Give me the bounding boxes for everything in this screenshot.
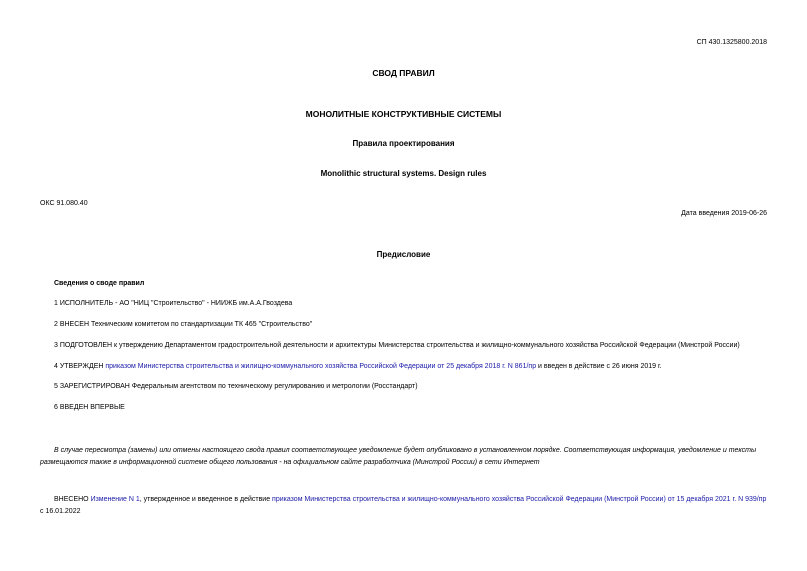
approval-order-link[interactable]: приказом Министерства строительства и жилищно-коммунального хозяйства Российской Федерации от 25 декабря 2018 г. N 861/пр xyxy=(105,363,537,370)
preface-item-4 xyxy=(54,363,662,370)
doc-subtitle-en: Monolithic structural systems. Design rules xyxy=(320,169,487,178)
doc-type-title: СВОД ПРАВИЛ xyxy=(372,68,435,78)
amendment-order-link[interactable]: приказом Министерства строительства и жилищно-коммунального хозяйства Российской Федерации (Минстрой России) от 15 декабря 2021 г. N 939/пр xyxy=(272,496,767,503)
amendment-suffix: с 16.01.2022 xyxy=(40,508,81,515)
notice-paragraph: В случае пересмотра (замены) или отмены настоящего свода правил соответствующее уведомление будет опубликовано в установленном порядке. Соответствующая информация, уведомление и тексты размещаются также в информационной системе общего пользования - на официальном сайте разработчика (Минстрой России) в сети Интернет xyxy=(40,447,757,466)
preface-item-1: 1 ИСПОЛНИТЕЛЬ - АО "НИЦ "Строительство" - НИИЖБ им.А.А.Гвоздева xyxy=(54,300,293,307)
preface-item-3: 3 ПОДГОТОВЛЕН к утверждению Департаментом градостроительной деятельности и архитектуры Министерства строительства и жилищно-коммунального хозяйства Российской Федерации (Минстрой России) xyxy=(54,342,740,349)
doc-system-title: МОНОЛИТНЫЕ КОНСТРУКТИВНЫЕ СИСТЕМЫ xyxy=(305,109,502,119)
oks-code: ОКС 91.080.40 xyxy=(40,200,88,207)
preface-heading: Предисловие xyxy=(376,250,431,259)
doc-subtitle-ru: Правила проектирования xyxy=(352,139,455,148)
preface-item-2: 2 ВНЕСЕН Техническим комитетом по стандартизации ТК 465 "Строительство" xyxy=(54,321,313,328)
amendment-paragraph xyxy=(40,494,768,518)
doc-code: СП 430.1325800.2018 xyxy=(696,39,767,46)
amendment-middle: , утвержденное и введенное в действие xyxy=(139,496,273,503)
amendment-prefix: ВНЕСЕНО xyxy=(54,496,91,503)
intro-date: Дата введения 2019-06-26 xyxy=(681,210,767,217)
preface-item-6: 6 ВВЕДЕН ВПЕРВЫЕ xyxy=(54,404,125,411)
item4-prefix: 4 УТВЕРЖДЕН xyxy=(54,363,106,370)
preface-item-5: 5 ЗАРЕГИСТРИРОВАН Федеральным агентством по техническому регулированию и метрологии (Росстандарт) xyxy=(54,383,418,390)
amendment-link[interactable]: Изменение N 1 xyxy=(90,496,140,503)
item4-suffix: и введен в действие с 26 июня 2019 г. xyxy=(536,363,662,370)
info-heading: Сведения о своде правил xyxy=(54,280,145,287)
